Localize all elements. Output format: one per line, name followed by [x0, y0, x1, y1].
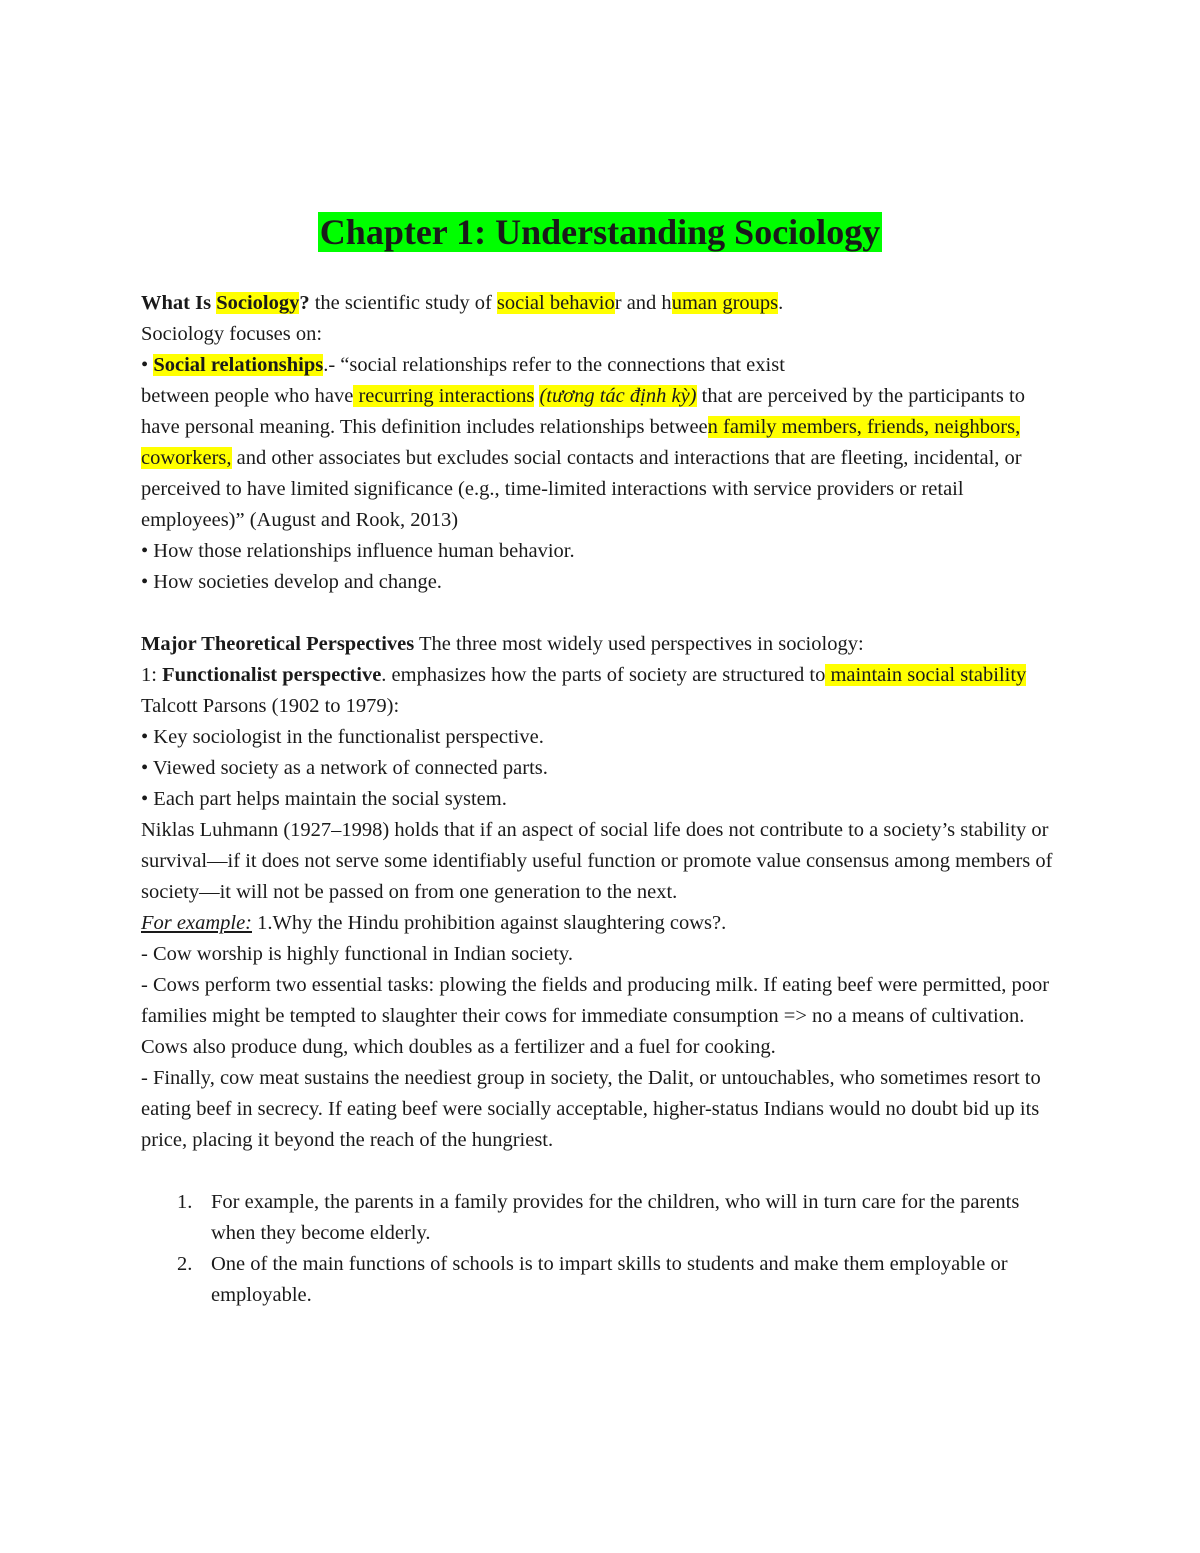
highlight-social-stability: maintain social stability: [825, 664, 1027, 686]
highlight-social-behavior: social behavio: [496, 292, 615, 314]
highlight-family-members: n family members, friends, neighbors, coworkers,: [141, 416, 1021, 469]
highlight-human-groups: uman groups: [671, 292, 779, 314]
numbered-examples: [141, 1187, 1059, 1311]
list-item: [141, 1187, 1059, 1249]
focuses-on-line: Sociology focuses on:: [141, 323, 323, 345]
example-line: [141, 908, 1059, 939]
functionalist-term: Functionalist perspective: [162, 664, 382, 686]
definition-text: .: [778, 292, 784, 314]
bullet-influence: • How those relationships influence human behavior.: [141, 540, 575, 562]
chapter-title: [141, 208, 1059, 256]
functionalist-text: Talcott Parsons (1902 to 1979):: [141, 695, 400, 717]
list-item: [141, 1249, 1059, 1311]
perspectives-heading: [141, 629, 1059, 660]
spacer: [141, 598, 1059, 629]
definition-text: the scientific study of: [309, 292, 497, 314]
bullet-text: between people who have: [141, 385, 354, 407]
bullet-network: • Viewed society as a network of connected parts.: [141, 757, 548, 779]
example-text: 1.Why the Hindu prohibition against slaughtering cows?.: [252, 912, 727, 934]
spacer: [141, 1156, 1059, 1187]
bullet-text: that are perceived by the participants to have personal meaning. This definition includes relationships betwee: [141, 385, 1025, 438]
functionalist-text: . emphasizes how the parts of society are structured to: [381, 664, 826, 686]
list-text: One of the main functions of schools is to impart skills to students and make them employable or employable.: [211, 1253, 1008, 1306]
vietnamese-translation: (tương tác định kỳ): [539, 385, 697, 407]
bullet-key-sociologist: • Key sociologist in the functionalist perspective.: [141, 726, 544, 748]
sociology-term: Sociology: [216, 292, 300, 314]
bullet-text: .- “social relationships refer to the connections that exist: [323, 354, 785, 376]
document-page: [141, 208, 1059, 1311]
bullet-social-relationships: [141, 350, 1059, 536]
functionalist-line: [141, 660, 1059, 722]
perspectives-subtitle: The three most widely used perspectives in sociology:: [414, 633, 864, 655]
perspectives-title: Major Theoretical Perspectives: [141, 633, 415, 655]
dash-cow-meat: - Finally, cow meat sustains the neediest group in society, the Dalit, or untouchables, who sometimes resort to eating beef in secrecy. If eating beef were socially acceptable, higher-status Indians would no doubt bid up its price, placing it beyond the reach of the hungriest.: [141, 1067, 1041, 1151]
question-mark: ?: [299, 292, 310, 314]
dash-cow-worship: - Cow worship is highly functional in Indian society.: [141, 943, 573, 965]
luhmann-paragraph: Niklas Luhmann (1927–1998) holds that if an aspect of social life does not contribute to a society’s stability or survival—if it does not serve some identifiably useful function or promote value consensus among members of society—it will not be passed on from one generation to the next.: [141, 819, 1053, 903]
sociology-definition: [141, 288, 1059, 319]
dash-cow-tasks: - Cows perform two essential tasks: plowing the fields and producing milk. If eating beef were permitted, poor families might be tempted to slaughter their cows for immediate consumption => no a means of cultivation. Cows also produce dung, which doubles as a fertilizer and a fuel for cooking.: [141, 974, 1050, 1058]
bullet-text: and other associates but excludes social contacts and interactions that are fleeting, incidental, or perceived to have limited significance (e.g., time-limited interactions with service providers or retail employees)” (August and Rook, 2013): [141, 447, 1022, 531]
chapter-title-highlight: Chapter 1: Understanding Sociology: [319, 212, 881, 252]
list-number: 1.: [177, 1191, 193, 1213]
bullet-marker: •: [141, 354, 154, 376]
what-is-label: What Is: [141, 292, 217, 314]
bullet-develop: • How societies develop and change.: [141, 571, 442, 593]
item-number: 1:: [141, 664, 163, 686]
list-text: For example, the parents in a family provides for the children, who will in turn care for the parents when they become elderly.: [211, 1191, 1020, 1244]
social-relationships-term: Social relationships: [153, 354, 324, 376]
definition-text: r and h: [614, 292, 672, 314]
highlight-recurring-interactions: recurring interactions: [353, 385, 535, 407]
example-label: For example:: [141, 912, 252, 934]
bullet-maintain: • Each part helps maintain the social system.: [141, 788, 507, 810]
list-number: 2.: [177, 1253, 193, 1275]
